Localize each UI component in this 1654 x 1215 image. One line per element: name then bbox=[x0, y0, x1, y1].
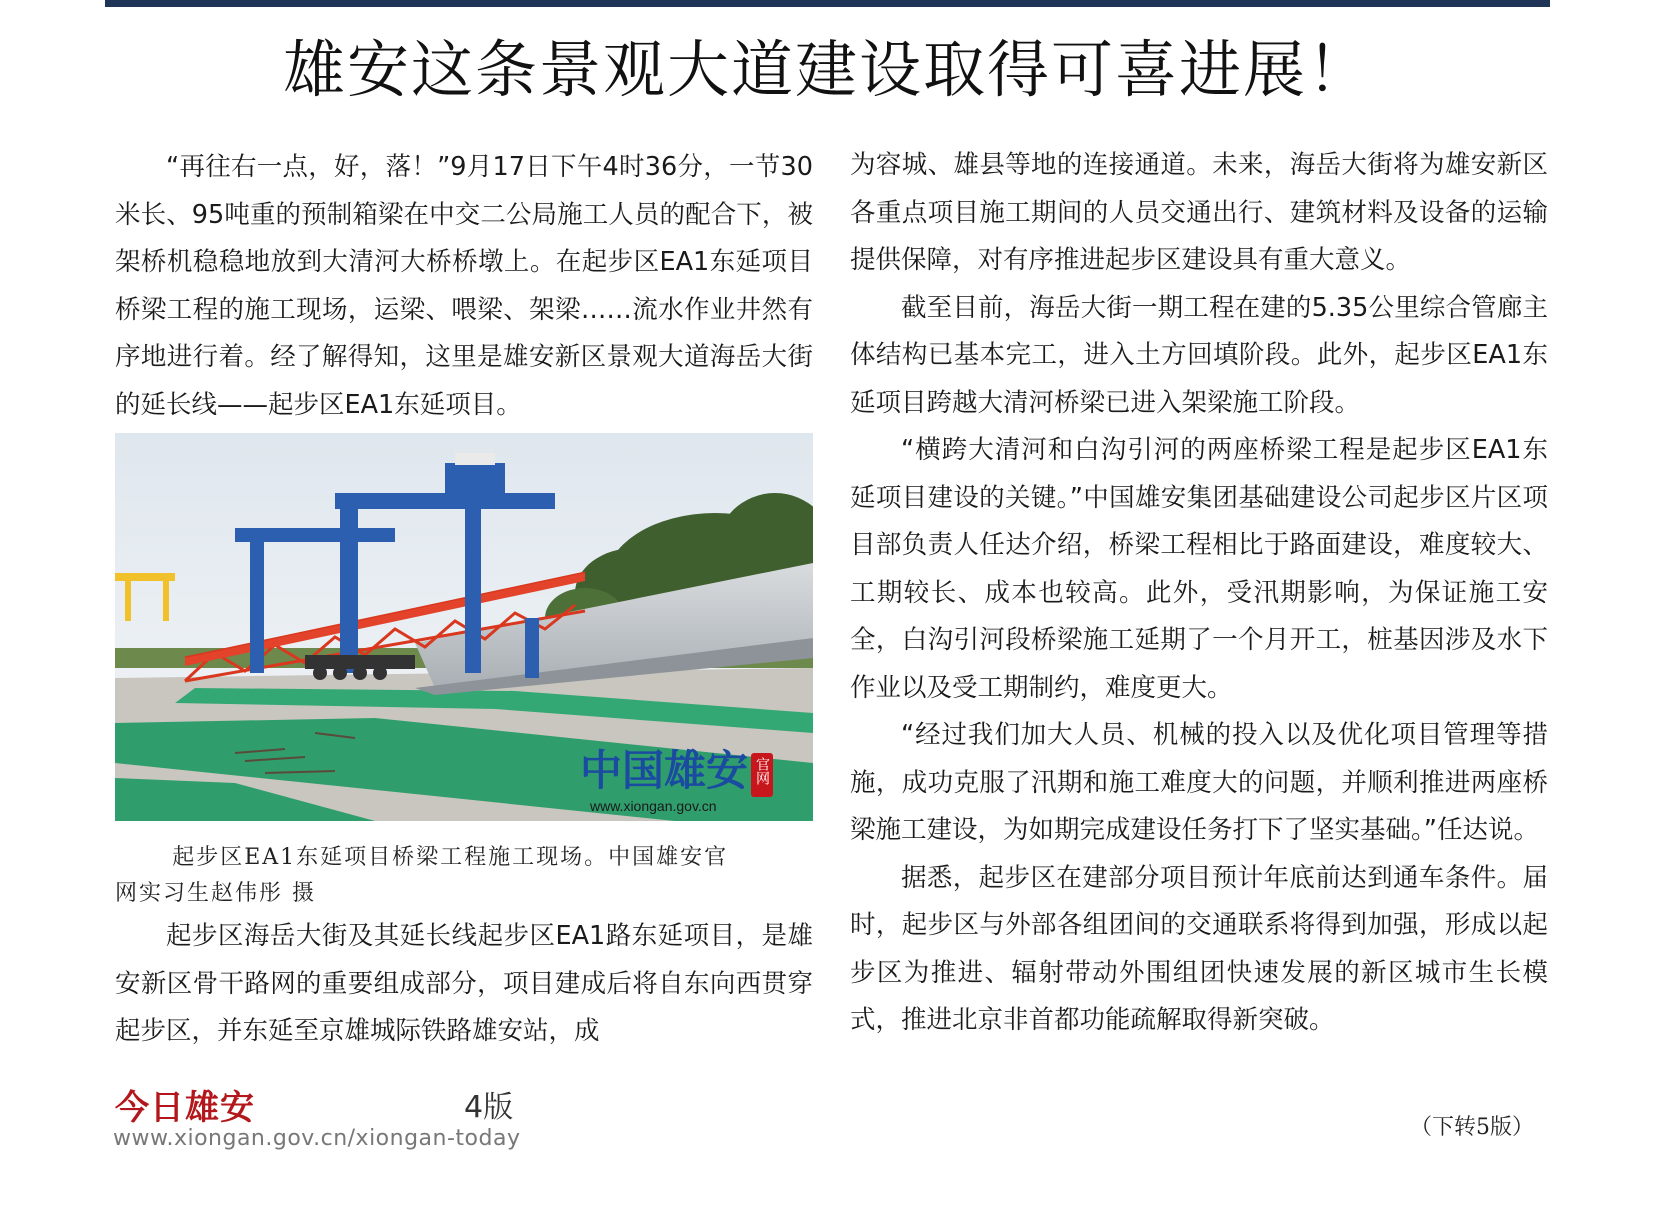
watermark-title: 中国雄安 bbox=[580, 746, 749, 795]
continued-note: （下转5版） bbox=[1410, 1115, 1534, 1140]
left-column-lower bbox=[115, 913, 813, 1056]
publication-url[interactable]: www.xiongan.gov.cn/xiongan-today bbox=[113, 1126, 521, 1151]
photo-caption bbox=[115, 840, 813, 912]
caption-line: 网实习生赵伟彤 摄 bbox=[115, 881, 316, 906]
paragraph-continuation: 为容城、雄县等地的连接通道。未来，海岳大街将为雄安新区各重点项目施工期间的人员交通出行、建筑材料及设备的运输提供保障，对有序推进起步区建设具有重大意义。 bbox=[850, 150, 1548, 275]
paragraph: 起步区海岳大街及其延长线起步区EA1路东延项目，是雄安新区骨干路网的重要组成部分，项目建成后将自东向西贯穿起步区，并东延至京雄城际铁路雄安站，成 bbox=[115, 921, 813, 1046]
paragraph: 截至目前，海岳大街一期工程在建的5.35公里综合管廊主体结构已基本完工，进入土方回填阶段。此外，起步区EA1东延项目跨越大清河桥梁已进入架梁施工阶段。 bbox=[850, 292, 1548, 418]
publication-logo: 今日雄安 bbox=[115, 1088, 255, 1128]
watermark-seal-text: 官网 bbox=[754, 757, 770, 785]
right-column bbox=[850, 142, 1548, 1045]
bridge-construction-photo bbox=[115, 433, 813, 821]
top-rule bbox=[105, 0, 1550, 7]
left-column bbox=[115, 144, 813, 429]
caption-line: 起步区EA1东延项目桥梁工程施工现场。中国雄安官 bbox=[172, 845, 729, 870]
paragraph: “横跨大清河和白沟引河的两座桥梁工程是起步区EA1东延项目建设的关键。”中国雄安集团基础建设公司起步区片区项目部负责人任达介绍，桥梁工程相比于路面建设，难度较大、工期较长、成本也较高。此外，受汛期影响，为保证施工安全，白沟引河段桥梁施工延期了一个月开工，桩基因涉及水下作业以及受工期制约，难度更大。 bbox=[850, 435, 1548, 703]
paragraph: 据悉，起步区在建部分项目预计年底前达到通车条件。届时，起步区与外部各组团间的交通联系将得到加强，形成以起步区为推进、辐射带动外围组团快速发展的新区城市生长模式，推进北京非首都功能疏解取得新突破。 bbox=[850, 862, 1548, 1035]
watermark-url: www.xiongan.gov.cn bbox=[590, 798, 717, 814]
headline: 雄安这条景观大道建设取得可喜进展！ bbox=[282, 33, 1371, 106]
paragraph: “再往右一点，好，落！”9月17日下午4时36分，一节30米长、95吨重的预制箱梁在中交二公局施工人员的配合下，被架桥机稳稳地放到大清河大桥桥墩上。在起步区EA1东延项目桥梁工程的施工现场，运梁、喂梁、架梁……流水作业井然有序地进行着。经了解得知，这里是雄安新区景观大道海岳大街的延长线——起步区EA1东延项目。 bbox=[115, 152, 813, 420]
page-number: 4版 bbox=[464, 1090, 514, 1125]
paragraph: “经过我们加大人员、机械的投入以及优化项目管理等措施，成功克服了汛期和施工难度大的问题，并顺利推进两座桥梁施工建设，为如期完成建设任务打下了坚实基础。”任达说。 bbox=[850, 720, 1548, 845]
